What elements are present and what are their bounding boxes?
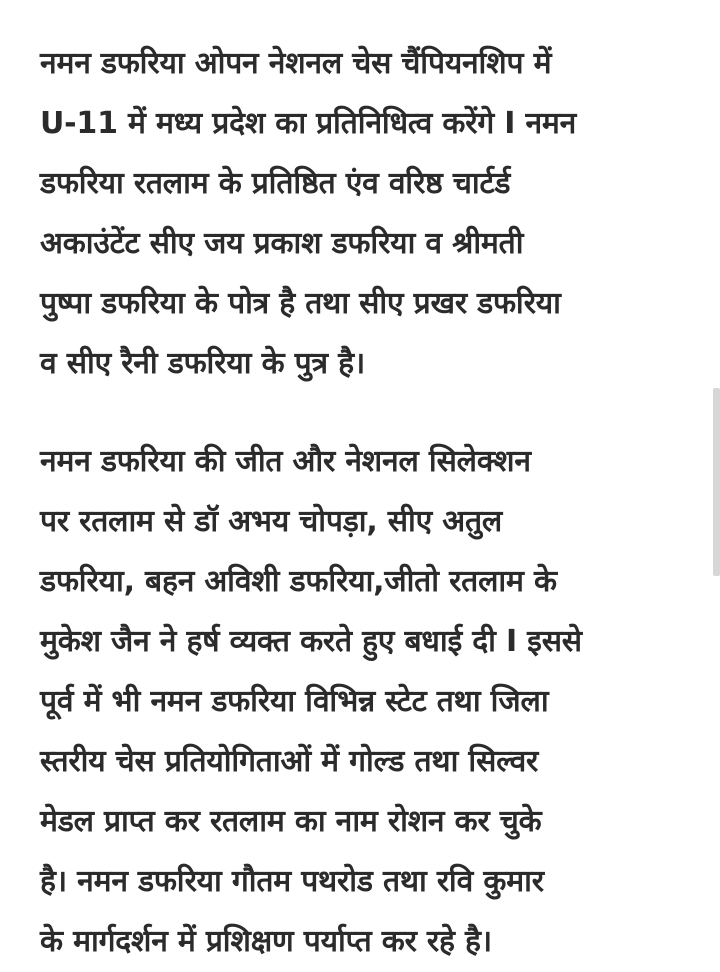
text-line: व सीए रैनी डफरिया के पुत्र है।	[40, 346, 366, 381]
text-line: स्तरीय चेस प्रतियोगिताओं में गोल्ड तथा सिल्वर	[40, 744, 539, 779]
text-line: पूर्व में भी नमन डफरिया विभिन्न स्टेट तथा जिला	[40, 684, 549, 719]
article-body	[40, 34, 690, 972]
paragraph-spacer	[40, 394, 690, 432]
text-line: मेडल प्राप्त कर रतलाम का नाम रोशन कर चुके	[40, 804, 542, 839]
text-line: पुष्पा डफरिया के पोत्र है तथा सीए प्रखर डफरिया	[40, 286, 561, 321]
text-line: नमन डफरिया की जीत और नेशनल सिलेक्शन	[40, 444, 531, 479]
text-line: है। नमन डफरिया गौतम पथरोड तथा रवि कुमार	[40, 864, 544, 899]
paragraph-2	[40, 432, 690, 972]
text-line: नमन डफरिया ओपन नेशनल चेस चैंपियनशिप में	[40, 46, 552, 81]
text-line: के मार्गदर्शन में प्रशिक्षण पर्याप्त कर रहे है।	[40, 924, 492, 959]
text-line: अकाउंटेंट सीए जय प्रकाश डफरिया व श्रीमती	[40, 226, 524, 261]
scrollbar-thumb[interactable]	[713, 388, 720, 576]
text-line: मुकेश जैन ने हर्ष व्यक्त करते हुए बधाई दी I इससे	[40, 624, 582, 659]
text-line: डफरिया, बहन अविशी डफरिया,जीतो रतलाम के	[40, 564, 557, 599]
text-line: पर रतलाम से डॉ अभय चोपड़ा, सीए अतुल	[40, 504, 503, 539]
text-line: डफरिया रतलाम के प्रतिष्ठित एंव वरिष्ठ चार्टर्ड	[40, 166, 511, 201]
paragraph-1	[40, 34, 690, 394]
text-line: U-11 में मध्य प्रदेश का प्रतिनिधित्व करेंगे I नमन	[40, 106, 577, 141]
